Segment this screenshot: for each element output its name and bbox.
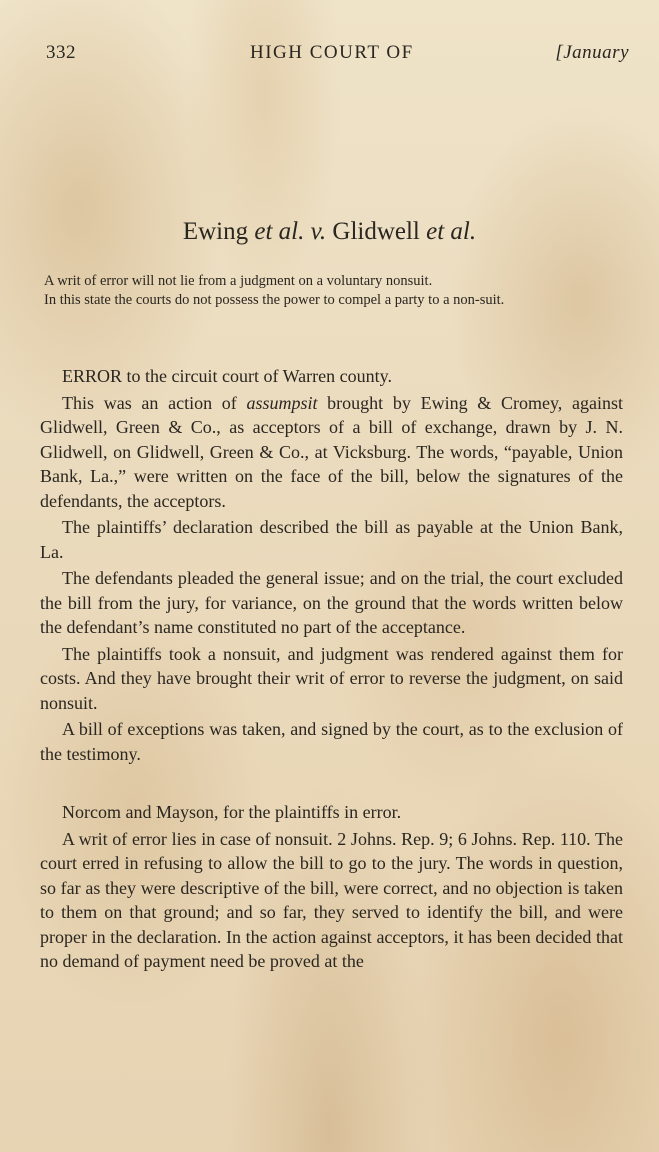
paragraph-error: ERROR to the circuit court of Warren county. <box>62 366 392 386</box>
case-etal-1: et al. <box>254 218 305 245</box>
paragraph-facts-post: brought by Ewing & Cromey, against Glidwell, Green & Co., as acceptors of a bill of exchange, drawn by J. N. Glidwell, on Glidwell, Green & Co., at Vicksburg. The words, “payable, Union Bank, La.,” were written on the face of the bill, below the signatures of the defendants, the acceptors. <box>40 392 623 511</box>
case-party-2: Glidwell <box>332 218 420 245</box>
opinion-body <box>40 364 623 976</box>
running-header <box>46 42 629 68</box>
paragraph-counsel: Norcom and Mayson, for the plaintiffs in error. <box>62 802 402 822</box>
headnotes <box>44 272 623 310</box>
paragraph-argument: A writ of error lies in case of nonsuit. 2 Johns. Rep. 9; 6 Johns. Rep. 110. The court erred in refusing to allow the bill to go to the jury. The words in question, so far as they were descriptive of the bill, were correct, and no objection is taken to them on that ground; and so far, they served to identify the bill, and were proper in the declaration. In the action against acceptors, it has been decided that no demand of payment need be proved at the <box>40 828 623 971</box>
paragraph-facts-pre: This was an action of <box>62 392 247 413</box>
running-month: [January <box>555 42 629 63</box>
paragraph-exceptions: A bill of exceptions was taken, and signed by the court, as to the exclusion of the testimony. <box>40 719 623 764</box>
paragraph-facts <box>40 391 623 514</box>
headnote: In this state the courts do not possess the power to compel a party to a non-suit. <box>44 292 505 308</box>
headnote: A writ of error will not lie from a judgment on a voluntary nonsuit. <box>44 273 433 289</box>
case-versus: v. <box>310 218 327 245</box>
term-assumpsit: assumpsit <box>246 392 318 413</box>
running-title: HIGH COURT OF <box>250 42 414 63</box>
paragraph-declaration: The plaintiffs’ declaration described the bill as payable at the Union Bank, La. <box>40 517 623 562</box>
case-title <box>0 218 659 246</box>
paragraph-nonsuit: The plaintiffs took a nonsuit, and judgment was rendered against them for costs. And they have brought their writ of error to reverse the judgment, on said nonsuit. <box>40 643 623 713</box>
case-party-1: Ewing <box>182 218 249 245</box>
paragraph-trial: The defendants pleaded the general issue; and on the trial, the court excluded the bill from the jury, for variance, on the ground that the words written below the defendant’s name constituted no part of the acceptance. <box>40 568 623 637</box>
case-etal-2: et al. <box>426 218 477 245</box>
page-number: 332 <box>46 42 76 63</box>
